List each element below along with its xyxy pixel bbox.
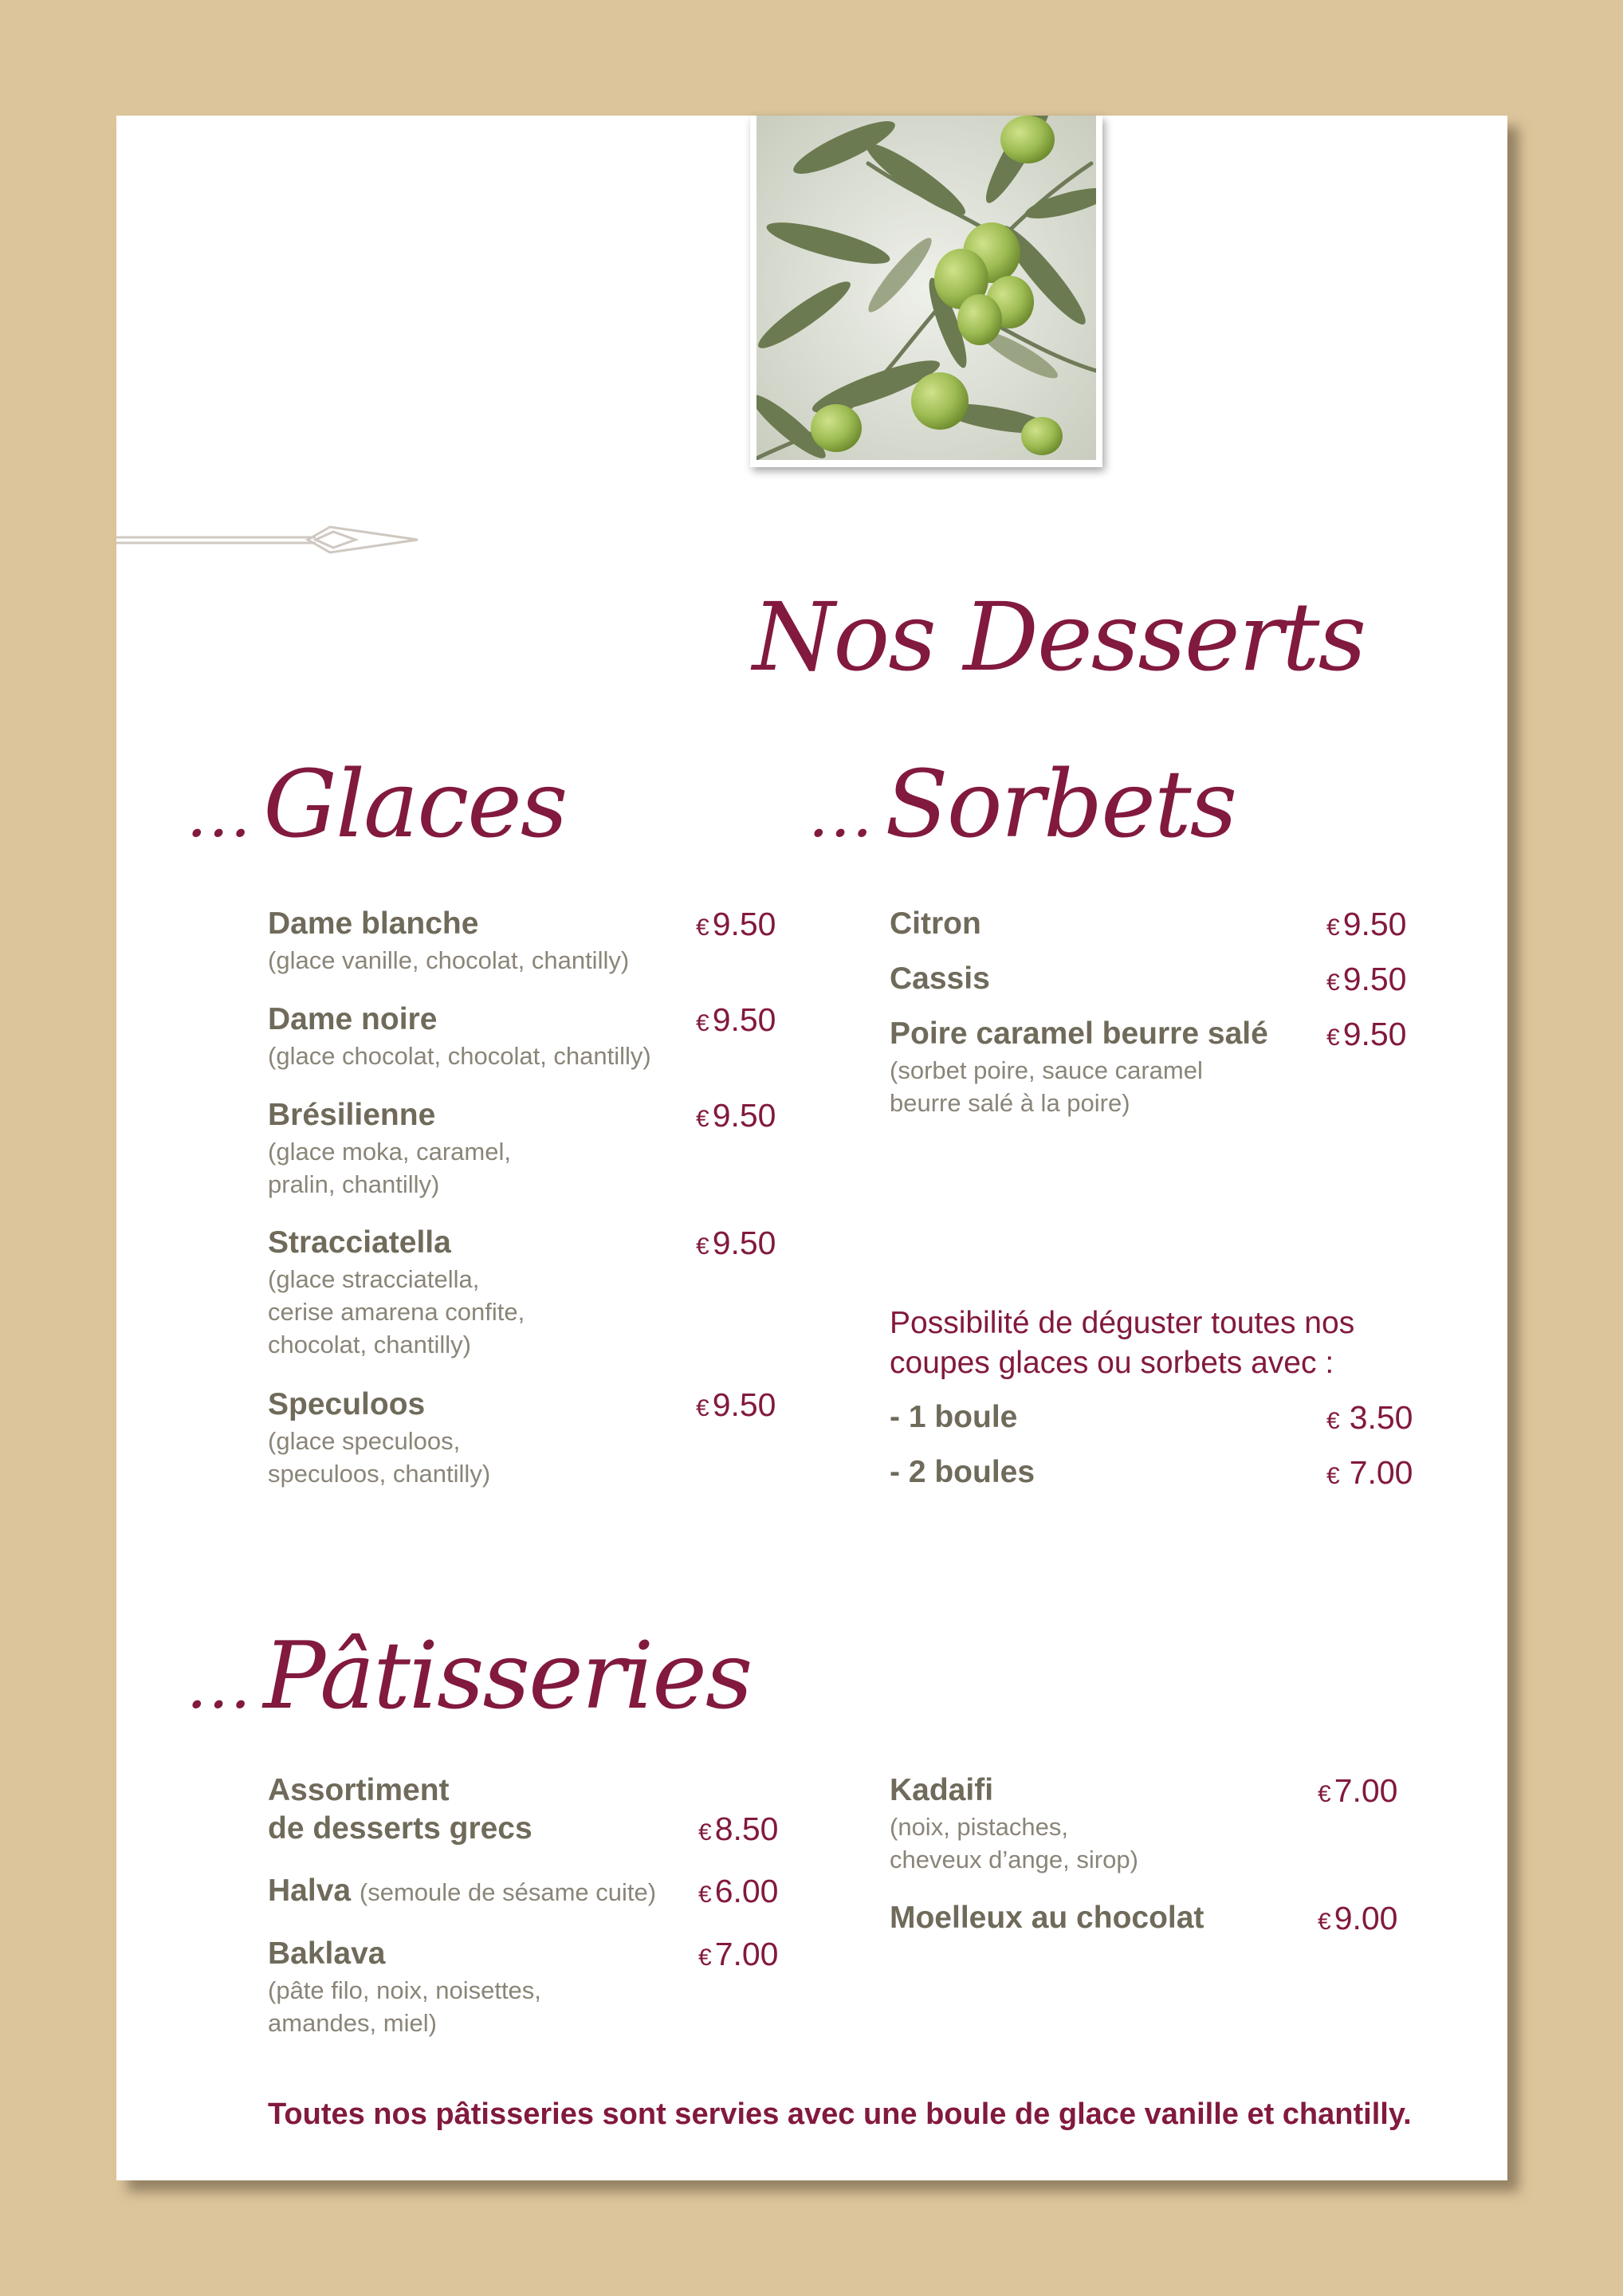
menu-item-description: (glace vanille, chocolat, chantilly): [268, 946, 630, 974]
menu-item-price: €7.00: [1318, 1772, 1398, 1809]
olive-branch-icon: [756, 116, 1096, 460]
menu-item-price: €9.50: [696, 1386, 776, 1423]
menu-item-name: Dame blanche: [268, 906, 479, 941]
menu-item-description: (sorbet poire, sauce caramel beurre salé à la poire): [890, 1056, 1203, 1117]
scoop-option-text: Possibilité de déguster toutes nos coupes glaces ou sorbets avec :: [890, 1306, 1355, 1380]
menu-item-name: Brésilienne: [268, 1098, 436, 1132]
menu-item-description: (glace chocolat, chocolat, chantilly): [268, 1042, 651, 1070]
menu-item-description: (pâte filo, noix, noisettes, amandes, miel): [268, 1976, 541, 2037]
menu-item-inline-description: (semoule de sésame cuite): [359, 1878, 657, 1906]
menu-item-price: €9.50: [1326, 1016, 1407, 1052]
patisseries-note: Toutes nos pâtisseries sont servies avec une boule de glace vanille et chantilly.: [268, 2097, 1412, 2131]
menu-item-price: €9.50: [696, 1225, 776, 1261]
glaces-dots: ...: [187, 777, 253, 851]
menu-item-name: Speculoos: [268, 1387, 426, 1421]
menu-item-name: Moelleux au chocolat: [890, 1901, 1204, 1935]
menu-card: [116, 116, 1507, 2180]
menu-item-name: Poire caramel beurre salé: [890, 1016, 1268, 1051]
menu-item-name: Kadaifi: [890, 1773, 994, 1807]
menu-item-price: €9.50: [696, 1001, 776, 1038]
menu-item-description: (glace stracciatella, cerise amarena confite, chocolat, chantilly): [268, 1265, 525, 1358]
menu-item-price: €9.50: [696, 906, 776, 942]
menu-item-price: €7.00: [698, 1936, 779, 1972]
menu-item-price: €8.50: [698, 1810, 779, 1847]
patisseries-heading: [187, 1622, 751, 1730]
menu-item-name: Citron: [890, 906, 981, 941]
sorbets-heading: [808, 751, 1236, 859]
olive-branch-photo: [750, 116, 1102, 467]
patisseries-heading-text: Pâtisseries: [263, 1622, 752, 1730]
option-name: - 1 boule: [890, 1400, 1018, 1434]
menu-item-price: €9.00: [1318, 1900, 1398, 1936]
glaces-heading: [187, 751, 566, 859]
sorbets-heading-text: Sorbets: [885, 751, 1236, 859]
page-title: Nos Desserts: [753, 582, 1366, 692]
menu-item-name: Assortiment de desserts grecs: [268, 1773, 532, 1846]
arrow-ornament: [116, 522, 419, 559]
menu-item-price: €9.50: [1326, 961, 1407, 997]
menu-item-name: Dame noire: [268, 1002, 438, 1036]
menu-item-description: (glace moka, caramel, pralin, chantilly): [268, 1138, 511, 1198]
menu-item-price: €9.50: [1326, 906, 1407, 942]
sorbets-dots: ...: [808, 777, 874, 851]
menu-item-name: Halva (semoule de sésame cuite): [268, 1873, 657, 1908]
menu-item-name: Cassis: [890, 961, 990, 996]
menu-item-description: (noix, pistaches, cheveux d’ange, sirop): [890, 1813, 1138, 1873]
menu-item-name: Stracciatella: [268, 1225, 451, 1260]
menu-item-price: €9.50: [696, 1097, 776, 1134]
menu-item-price: €6.00: [698, 1873, 779, 1909]
option-price: € 3.50: [1326, 1399, 1413, 1436]
option-name: - 2 boules: [890, 1455, 1035, 1489]
option-price: € 7.00: [1326, 1454, 1413, 1491]
menu-item-name: Baklava: [268, 1936, 386, 1971]
menu-item-description: (glace speculoos, speculoos, chantilly): [268, 1427, 491, 1488]
glaces-heading-text: Glaces: [263, 751, 567, 859]
patisseries-dots: ...: [187, 1649, 253, 1723]
